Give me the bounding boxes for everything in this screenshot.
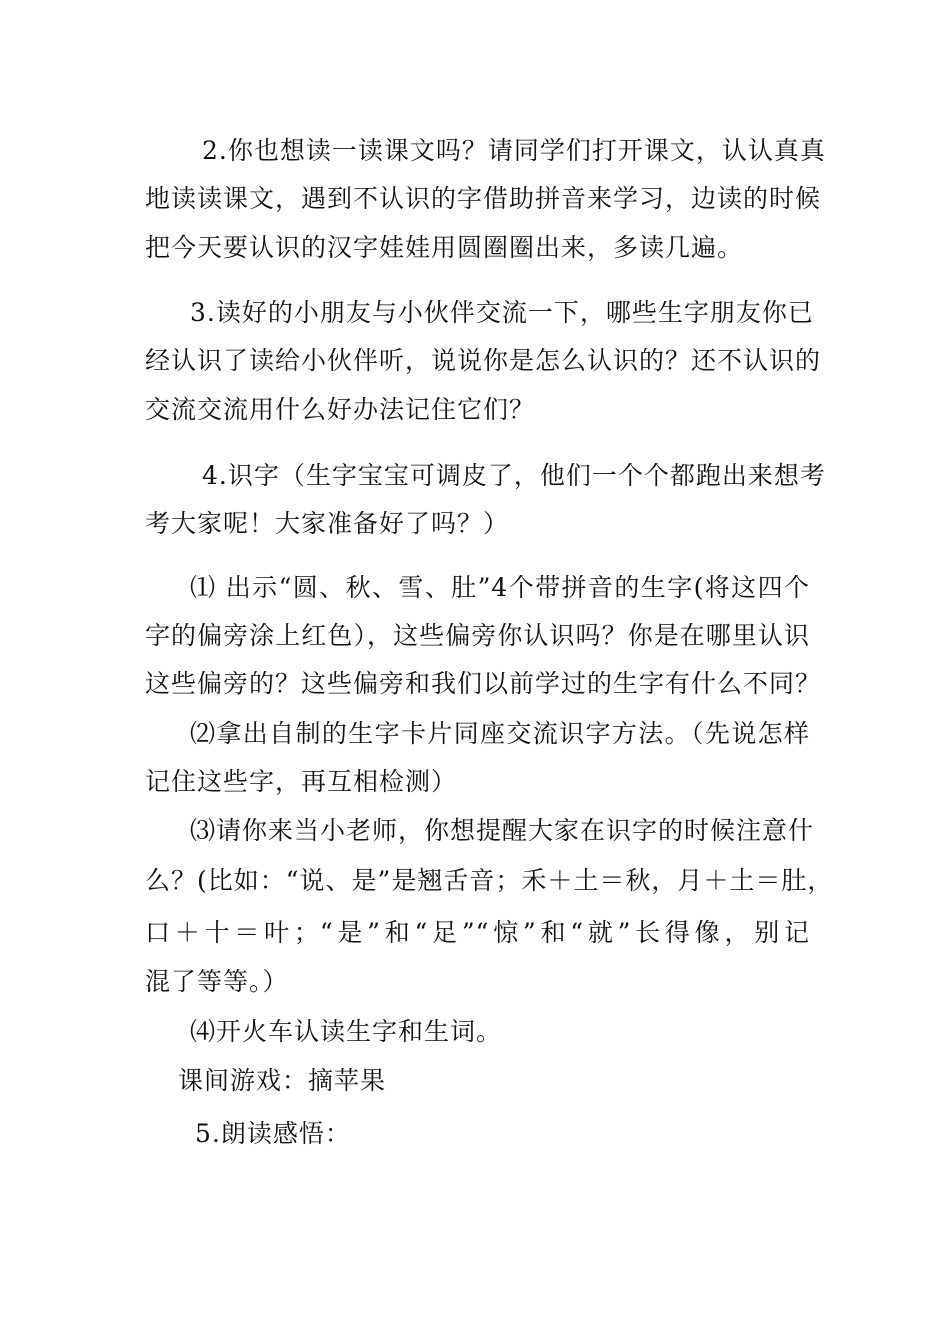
paragraph-3-line-1: 3.读好的小朋友与小伙伴交流一下，哪些生字朋友你已 (190, 298, 814, 327)
item-2-line-1: ⑵拿出自制的生字卡片同座交流识字方法。（先说怎样 (190, 719, 810, 748)
item-3-line-1: ⑶请你来当小老师，你想提醒大家在识字的时候注意什 (190, 816, 815, 845)
paragraph-2-line-1: 2.你也想读一读课文吗？请同学们打开课文，认认真真 (202, 136, 826, 165)
paragraph-4-line-1: 4.识字（生字宝宝可调皮了，他们一个个都跑出来想考 (202, 461, 826, 490)
paragraph-2-line-3: 把今天要认识的汉字娃娃用圆圈圈出来，多读几遍。 (145, 233, 744, 262)
paragraph-5-line-1: 5.朗读感悟： (195, 1119, 351, 1148)
paragraph-3-line-2: 经认识了读给小伙伴听，说说你是怎么认识的？还不认识的 (145, 346, 822, 375)
item-1-line-1: ⑴ 出示“圆、秋、雪、肚”4个带拼音的生字(将这四个 (190, 573, 810, 602)
paragraph-2-line-2: 地读读课文，遇到不认识的字借助拼音来学习，边读的时候 (145, 184, 822, 213)
item-1-line-3: 这些偏旁的？这些偏旁和我们以前学过的生字有什么不同？ (145, 669, 822, 698)
paragraph-4-line-2: 考大家呢！大家准备好了吗？） (145, 509, 510, 538)
item-3-line-2: 么？(比如：“说、是”是翘舌音；禾＋土＝秋，月＋土＝肚， (145, 866, 834, 895)
item-1-line-2: 字的偏旁涂上红色），这些偏旁你认识吗？你是在哪里认识 (145, 621, 810, 650)
item-4-line-1: ⑷开火车认读生字和生词。 (190, 1017, 503, 1046)
item-2-line-2: 记住这些字，再互相检测） (145, 767, 458, 796)
item-3-line-4: 混了等等。） (145, 967, 289, 996)
game-line: 课间游戏：摘苹果 (178, 1066, 387, 1095)
item-3-line-3: 口＋十＝叶；“是”和“足”“惊”和“就”长得像，别记 (145, 918, 810, 947)
paragraph-3-line-3: 交流交流用什么好办法记住它们？ (145, 395, 536, 424)
